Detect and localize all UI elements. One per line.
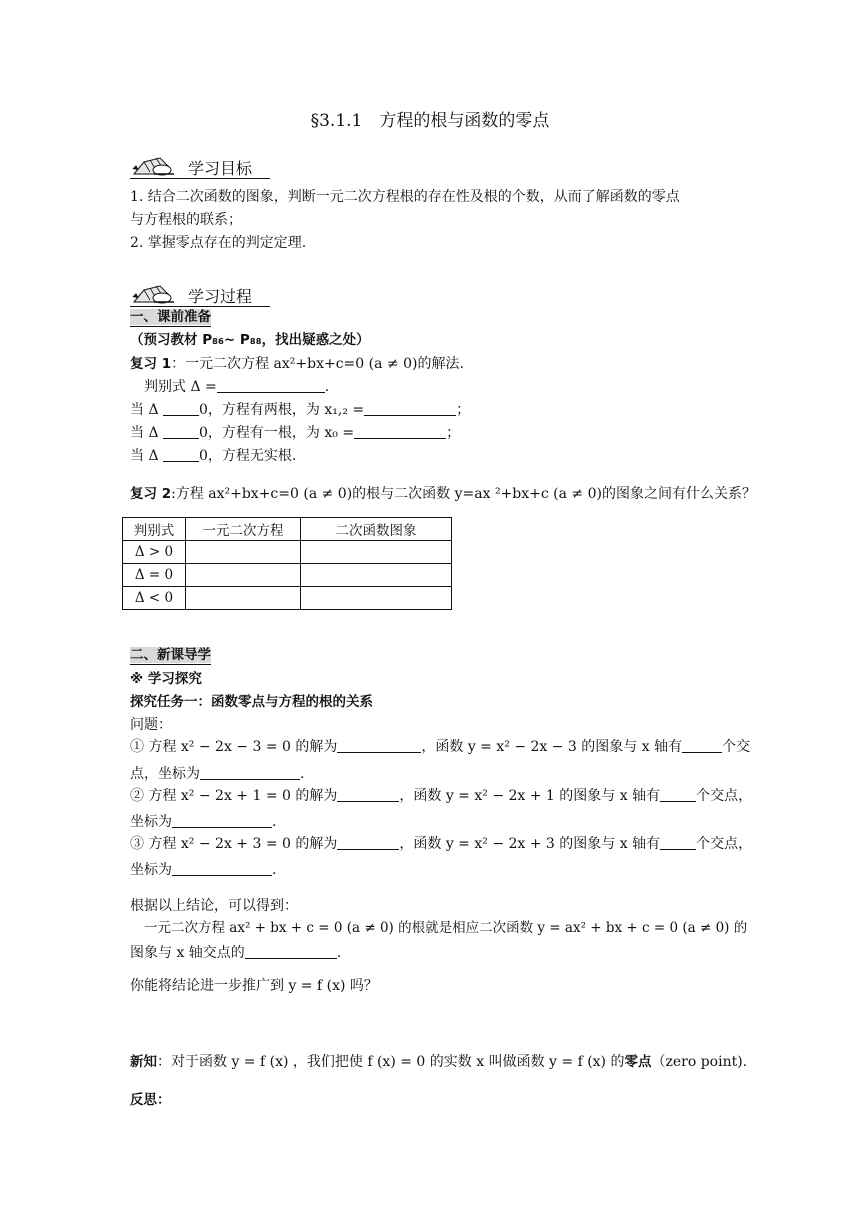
table-cell-blank[interactable] [186,564,301,587]
review1-line [130,354,464,374]
question-text: ① 方程 x² − 2x − 3 = 0 的解为 [130,739,338,755]
section-heading-process: 学习过程 [188,287,253,306]
review2-line [130,484,756,504]
case-pre: 当 Δ [130,425,159,441]
case-pre: 当 Δ [130,448,159,464]
goal-line-2: 与方程根的联系； [130,212,242,228]
generalize-question: 你能将结论进一步推广到 y = f (x) 吗？ [130,978,378,994]
newknow-label: 新知 [130,1054,157,1070]
answer-blank[interactable] [200,765,300,780]
case-pre: 当 Δ [130,402,159,418]
newknow-term: 零点 [624,1054,652,1070]
discriminant-table [122,517,452,610]
table-header: 判别式 [123,518,186,541]
book-icon [130,280,186,306]
discriminant-line: 判别式 Δ = . [144,379,330,395]
case-end: ； [456,402,471,418]
conclusion-line-2 [130,943,341,963]
review1-label: 复习 1 [130,356,172,372]
book-icon [130,152,186,178]
question-text: ，函数 y = x² − 2x + 3 的图象与 x 轴有 [399,836,661,852]
discriminant-label: 判别式 Δ = [144,379,217,395]
discriminant-blank[interactable] [217,378,325,393]
question-text: . [272,862,277,878]
case-blank[interactable] [163,424,199,439]
case-post: 0，方程有两根，为 x₁,₂ = [199,402,365,418]
explore-heading: ※ 学习探究 [130,671,202,687]
section-header-goals [130,152,270,179]
question-text: 个交 [722,739,751,755]
question-text: . [300,766,305,782]
section-heading-goals: 学习目标 [188,159,253,178]
case-line-2 [130,423,460,443]
goal-line-1: 1. 结合二次函数的图象，判断一元二次方程根的存在性及根的个数，从而了解函数的零点 [130,189,680,205]
question-text: ，函数 y = x² − 2x − 3 的图象与 x 轴有 [421,739,683,755]
table-header: 二次函数图象 [301,518,452,541]
answer-blank[interactable] [660,835,696,850]
case-line-3 [130,446,296,466]
question-text: ，函数 y = x² − 2x + 1 的图象与 x 轴有 [399,788,661,804]
case-post: 0，方程无实根. [199,448,297,464]
question-3-cont [130,860,276,880]
reflection-label: 反思： [130,1092,171,1108]
case-end: ； [446,425,461,441]
part1-title: 一、课前准备 [130,309,211,325]
review2-label: 复习 2 [130,486,172,502]
newknow-text: （zero point). [651,1054,748,1070]
table-cell-blank[interactable] [301,541,452,564]
conclusion-text: 图象与 x 轴交点的 [130,945,245,961]
question-text: ③ 方程 x² − 2x + 3 = 0 的解为 [130,836,338,852]
answer-blank[interactable] [172,861,272,876]
question-1-cont [130,764,304,784]
question-2-cont [130,812,276,832]
question-text: ② 方程 x² − 2x + 1 = 0 的解为 [130,788,338,804]
roots-blank[interactable] [364,401,456,416]
answer-blank[interactable] [337,835,399,850]
table-cell-blank[interactable] [186,587,301,610]
case-line-1 [130,400,470,420]
table-cell-delta: Δ = 0 [123,564,186,587]
question-text: 点，坐标为 [130,766,200,782]
answer-blank[interactable] [245,944,337,959]
question-text: 坐标为 [130,862,172,878]
question-text: 个交点， [696,836,753,852]
table-cell-blank[interactable] [301,564,452,587]
table-cell-blank[interactable] [301,587,452,610]
question-text: . [272,814,277,830]
conclusion-line-1: 一元二次方程 ax² + bx + c = 0 (a ≠ 0) 的根就是相应二次函数 y = ax² + bx + c = 0 (a ≠ 0) 的 [144,920,748,936]
goal-line-3: 2. 掌握零点存在的判定定理. [130,235,307,251]
task-title: 探究任务一：函数零点与方程的根的关系 [130,694,373,710]
new-knowledge [130,1052,747,1072]
preview-note: （预习教材 P₈₆~ P₈₈，找出疑惑之处） [130,332,370,348]
newknow-text: ：对于函数 y = f (x) ，我们把使 f (x) = 0 的实数 x 叫做函数 y = f (x) 的 [157,1054,625,1070]
answer-blank[interactable] [660,787,696,802]
answer-blank[interactable] [337,787,399,802]
question-text: 个交点， [696,788,753,804]
question-label: 问题： [130,717,172,733]
table-cell-blank[interactable] [186,541,301,564]
table-cell-delta: Δ < 0 [123,587,186,610]
section-header-process [130,280,270,307]
question-text: 坐标为 [130,814,172,830]
answer-blank[interactable] [172,813,272,828]
table-cell-delta: Δ > 0 [123,541,186,564]
case-blank[interactable] [163,447,199,462]
answer-blank[interactable] [337,738,421,753]
case-post: 0，方程有一根，为 x₀ = [199,425,355,441]
part2-title: 二、新课导学 [130,647,211,663]
table-header: 一元二次方程 [186,518,301,541]
root-blank[interactable] [354,424,446,439]
question-3 [130,834,752,854]
question-1 [130,737,750,757]
case-blank[interactable] [163,401,199,416]
review2-text: :方程 ax²+bx+c=0 (a ≠ 0)的根与二次函数 y=ax ²+bx+c (a ≠ 0)的图象之间有什么关系？ [171,486,756,502]
question-2 [130,786,752,806]
page-title: §3.1.1 方程的根与函数的零点 [310,111,550,131]
conclusion-intro: 根据以上结论，可以得到： [130,898,298,914]
answer-blank[interactable] [682,738,722,753]
conclusion-text: . [336,945,342,961]
review1-text: ：一元二次方程 ax²+bx+c=0 (a ≠ 0)的解法. [171,356,464,372]
